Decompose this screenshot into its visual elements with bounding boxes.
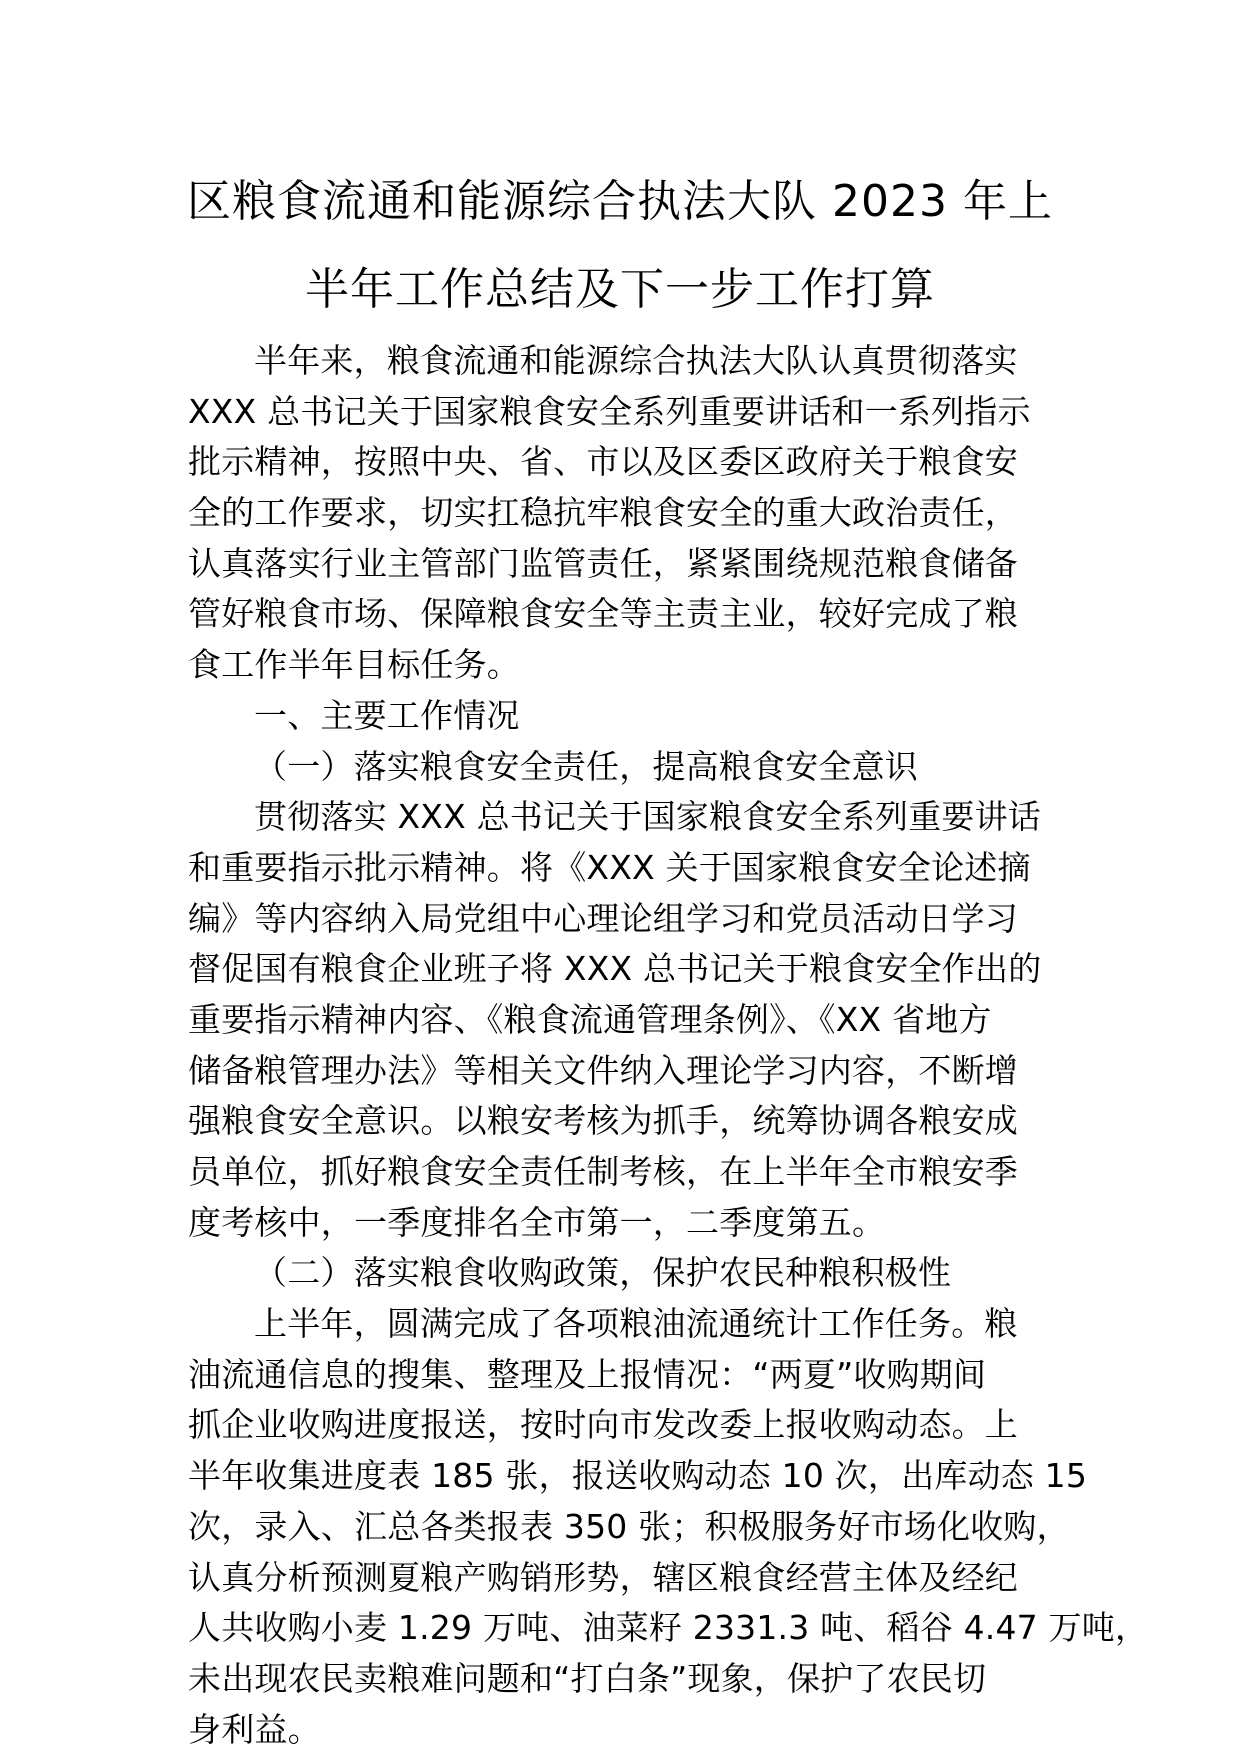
body-line: 人共收购小麦 1.29 万吨、油菜籽 2331.3 吨、稻谷 4.47 万吨， [188,1608,1149,1648]
body-line: 度考核中，一季度排名全市第一，二季度第五。 [188,1202,886,1242]
body-line: 督促国有粮食企业班子将 XXX 总书记关于粮食安全作出的 [188,949,1042,989]
body-line: 身利益。 [188,1709,321,1749]
subsection-heading: （二）落实粮食收购政策，保护农民种粮积极性 [254,1253,952,1293]
body-line: 和重要指示批示精神。将《XXX 关于国家粮食安全论述摘 [188,847,1031,887]
subsection-heading: （一）落实粮食安全责任，提高粮食安全意识 [254,746,918,786]
body-line: 全的工作要求，切实扛稳抗牢粮食安全的重大政治责任， [188,493,1018,533]
body-line: 认真落实行业主管部门监管责任，紧紧围绕规范粮食储备 [188,543,1018,583]
body-line: 储备粮管理办法》等相关文件纳入理论学习内容，不断增 [188,1050,1018,1090]
section-heading: 一、主要工作情况 [254,695,520,735]
body-line: 抓企业收购进度报送，按时向市发改委上报收购动态。上 [188,1405,1018,1445]
body-line: 油流通信息的搜集、整理及上报情况：“两夏”收购期间 [188,1354,987,1394]
body-line: 次，录入、汇总各类报表 350 张；积极服务好市场化收购， [188,1506,1070,1546]
document-title-line-2: 半年工作总结及下一步工作打算 [305,264,935,315]
document-title-line-1: 区粮食流通和能源综合执法大队 2023 年上 [187,176,1053,227]
body-line: 半年来，粮食流通和能源综合执法大队认真贯彻落实 [254,341,1018,380]
body-line: 食工作半年目标任务。 [188,645,520,685]
body-line: 管好粮食市场、保障粮食安全等主责主业，较好完成了粮 [188,594,1018,634]
body-line: 批示精神，按照中央、省、市以及区委区政府关于粮食安 [188,442,1018,482]
body-line: 重要指示精神内容、《粮食流通管理条例》、《XX 省地方 [188,999,992,1039]
body-line: 编》等内容纳入局党组中心理论组学习和党员活动日学习 [188,898,1018,938]
body-line: 员单位，抓好粮食安全责任制考核，在上半年全市粮安季 [188,1152,1018,1191]
body-line: 强粮食安全意识。以粮安考核为抓手，统筹协调各粮安成 [188,1101,1018,1141]
body-line: 上半年，圆满完成了各项粮油流通统计工作任务。粮 [254,1304,1018,1344]
body-line: 贯彻落实 XXX 总书记关于国家粮食安全系列重要讲话 [254,797,1042,837]
body-line: 认真分析预测夏粮产购销形势，辖区粮食经营主体及经纪 [188,1557,1018,1597]
body-line: 半年收集进度表 185 张，报送收购动态 10 次，出库动态 15 [188,1456,1088,1496]
body-line: XXX 总书记关于国家粮食安全系列重要讲话和一系列指示 [188,391,1031,431]
body-line: 未出现农民卖粮难问题和“打白条”现象，保护了农民切 [188,1658,987,1698]
document-body [188,336,1149,1755]
